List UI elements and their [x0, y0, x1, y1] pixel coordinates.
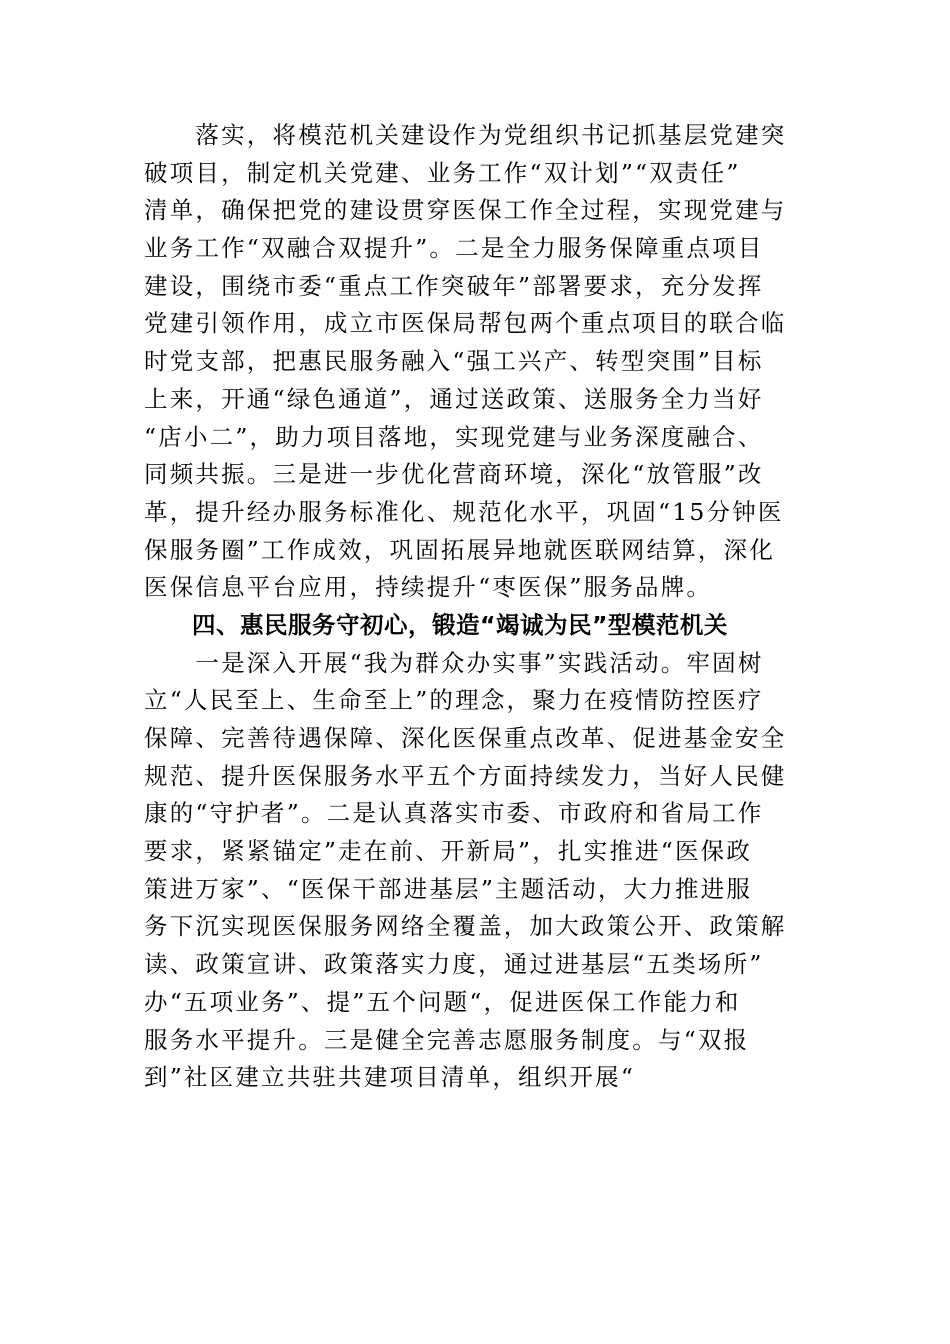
body-line: 服务水平提升。三是健全完善志愿服务制度。与“双报	[144, 1025, 750, 1054]
body-line: 到”社区建立共驻共建项目清单，组织开展“	[144, 1063, 636, 1092]
body-line: 策进万家”、“医保干部进基层”主题活动，大力推进服	[144, 874, 753, 903]
body-line: 建设，围绕市委“重点工作突破年”部署要求，充分发挥	[144, 271, 764, 300]
body-line: 革，提升经办服务标准化、规范化水平，巩固“15分钟医	[144, 497, 784, 526]
body-line: 要求，紧紧锚定”走在前、开新局”，扎实推进“医保政	[144, 837, 753, 866]
body-line: 务下沉实现医保服务网络全覆盖，加大政策公开、政策解	[144, 912, 787, 941]
body-line: 上来，开通“绿色通道”，通过送政策、送服务全力当好	[144, 384, 764, 413]
body-line: 时党支部，把惠民服务融入“强工兴产、转型突围”目标	[144, 347, 764, 376]
body-line: 立“人民至上、生命至上”的理念，聚力在疫情防控医疗	[144, 686, 764, 715]
body-line: 业务工作“双融合双提升”。二是全力服务保障重点项目	[144, 234, 764, 263]
body-line: 破项目，制定机关党建、业务工作“双计划”“双责任”	[144, 158, 741, 187]
body-line: 同频共振。三是进一步优化营商环境，深化“放管服”改	[144, 460, 764, 489]
body-line: “店小二”，助力项目落地，实现党建与业务深度融合、	[144, 422, 764, 451]
body-line: 清单，确保把党的建设贯穿医保工作全过程，实现党建与	[144, 196, 787, 225]
document-body	[144, 117, 806, 1097]
body-line: 规范、提升医保服务水平五个方面持续发力，当好人民健	[144, 761, 787, 790]
section-heading: 四、惠民服务守初心，锻造“竭诚为民”型模范机关	[192, 610, 728, 639]
body-line: 党建引领作用，成立市医保局帮包两个重点项目的联合临	[144, 309, 787, 338]
body-line: 一是深入开展“我为群众办实事”实践活动。牢固树	[144, 648, 764, 677]
body-line: 康的“守护者”。二是认真落实市委、市政府和省局工作	[144, 799, 764, 828]
body-line: 医保信息平台应用，持续提升“枣医保”服务品牌。	[144, 573, 713, 602]
body-line: 读、政策宣讲、政策落实力度，通过进基层“五类场所”	[144, 950, 764, 979]
body-line: 办“五项业务”、提”五个问题“，促进医保工作能力和	[144, 987, 741, 1016]
body-line: 落实，将模范机关建设作为党组织书记抓基层党建突	[144, 121, 787, 149]
body-line: 保障、完善待遇保障、深化医保重点改革、促进基金安全	[144, 724, 787, 752]
body-line: 保服务圈”工作成效，巩固拓展异地就医联网结算，深化	[144, 535, 776, 564]
